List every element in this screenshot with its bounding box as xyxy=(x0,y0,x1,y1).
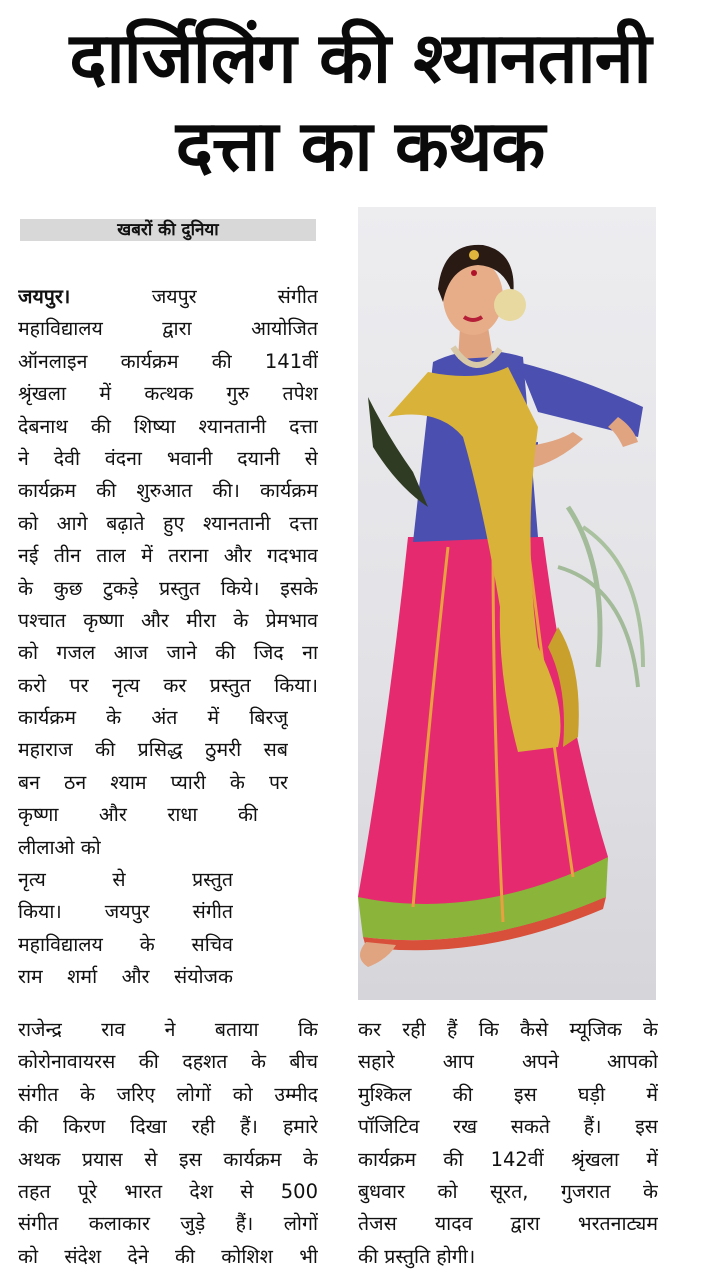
article-line: कर रही हैं कि कैसे म्यूजिक के xyxy=(358,1018,658,1041)
headline-line-1: दार्जिलिंग की श्यानतानी xyxy=(69,17,651,99)
dateline: जयपुर। xyxy=(18,285,152,308)
article-line: को आगे बढ़ाते हुए श्यानतानी दत्ता xyxy=(18,511,318,535)
article-line: करो पर नृत्य कर प्रस्तुत किया। xyxy=(18,673,318,697)
article-line: राम शर्मा और संयोजक xyxy=(18,965,233,989)
article-line: तहत पूरे भारत देश से 500 xyxy=(18,1179,318,1203)
article-line: को गजल आज जाने की जिद ना xyxy=(18,641,318,665)
hair-bun xyxy=(494,289,526,321)
article-column-bottom-right xyxy=(358,1014,658,1273)
article-line: की प्रस्तुति होगी। xyxy=(358,1244,476,1268)
dancer-photo xyxy=(358,207,656,1000)
article-line: महाराज की प्रसिद्ध ठुमरी सब xyxy=(18,738,288,762)
article-line: को संदेश देने की कोशिश भी xyxy=(18,1244,318,1268)
article-line: के कुछ टुकड़े प्रस्तुत किये। इसके xyxy=(18,576,318,600)
article-line: कार्यक्रम की शुरुआत की। कार्यक्रम xyxy=(18,479,318,503)
article-line: श्रृंखला में कत्थक गुरु तपेश xyxy=(18,382,318,406)
article-line: राजेन्द्र राव ने बताया कि xyxy=(18,1018,318,1041)
article-line: नई तीन ताल में तराना और गदभाव xyxy=(18,544,318,568)
article-line: जयपुर। जयपुर संगीत xyxy=(18,285,318,308)
bindi xyxy=(471,270,477,276)
article-line: बन ठन श्याम प्यारी के पर xyxy=(18,770,288,794)
article-line: कार्यक्रम की 142वीं श्रृंखला में xyxy=(358,1147,658,1171)
headline-line-2: दत्ता का कथक xyxy=(175,105,545,187)
article-column-left xyxy=(18,281,318,994)
article-line: पश्चात कृष्णा और मीरा के प्रेमभाव xyxy=(18,608,318,632)
maang-tikka xyxy=(469,250,479,260)
article-line: कृष्णा और राधा की xyxy=(18,803,258,827)
article-line: नृत्य से प्रस्तुत xyxy=(18,868,233,892)
article-line: ऑनलाइन कार्यक्रम की 141वीं xyxy=(18,349,318,373)
article-line: बुधवार को सूरत, गुजरात के xyxy=(358,1179,658,1203)
section-kicker: खबरों की दुनिया xyxy=(20,219,316,241)
article-line: अथक प्रयास से इस कार्यक्रम के xyxy=(18,1147,318,1171)
dancer-illustration xyxy=(358,207,656,1000)
article-line: महाविद्यालय के सचिव xyxy=(18,932,233,956)
article-line: तेजस यादव द्वारा भरतनाट्यम xyxy=(358,1212,658,1236)
headline xyxy=(0,14,720,190)
foot xyxy=(360,942,396,967)
article-line: सहारे आप अपने आपको xyxy=(358,1050,658,1074)
article-line: महाविद्यालय द्वारा आयोजित xyxy=(18,317,318,341)
article-line: की किरण दिखा रही हैं। हमारे xyxy=(18,1115,318,1139)
article-line: कोरोनावायरस की दहशत के बीच xyxy=(18,1050,318,1074)
article-column-bottom-left xyxy=(18,1014,318,1273)
article-line: लीलाओ को xyxy=(18,835,101,859)
article-line: मुश्किल की इस घड़ी में xyxy=(358,1082,658,1106)
article-line: किया। जयपुर संगीत xyxy=(18,900,233,924)
article-line: पॉजिटिव रख सकते हैं। इस xyxy=(358,1115,658,1139)
article-line: कार्यक्रम के अंत में बिरजू xyxy=(18,706,288,730)
article-line: संगीत के जरिए लोगों को उम्मीद xyxy=(18,1082,318,1106)
article-line: देबनाथ की शिष्या श्यानतानी दत्ता xyxy=(18,414,318,438)
article-line: ने देवी वंदना भवानी दयानी से xyxy=(18,446,318,470)
article-line: संगीत कलाकार जुड़े हैं। लोगों xyxy=(18,1212,318,1236)
